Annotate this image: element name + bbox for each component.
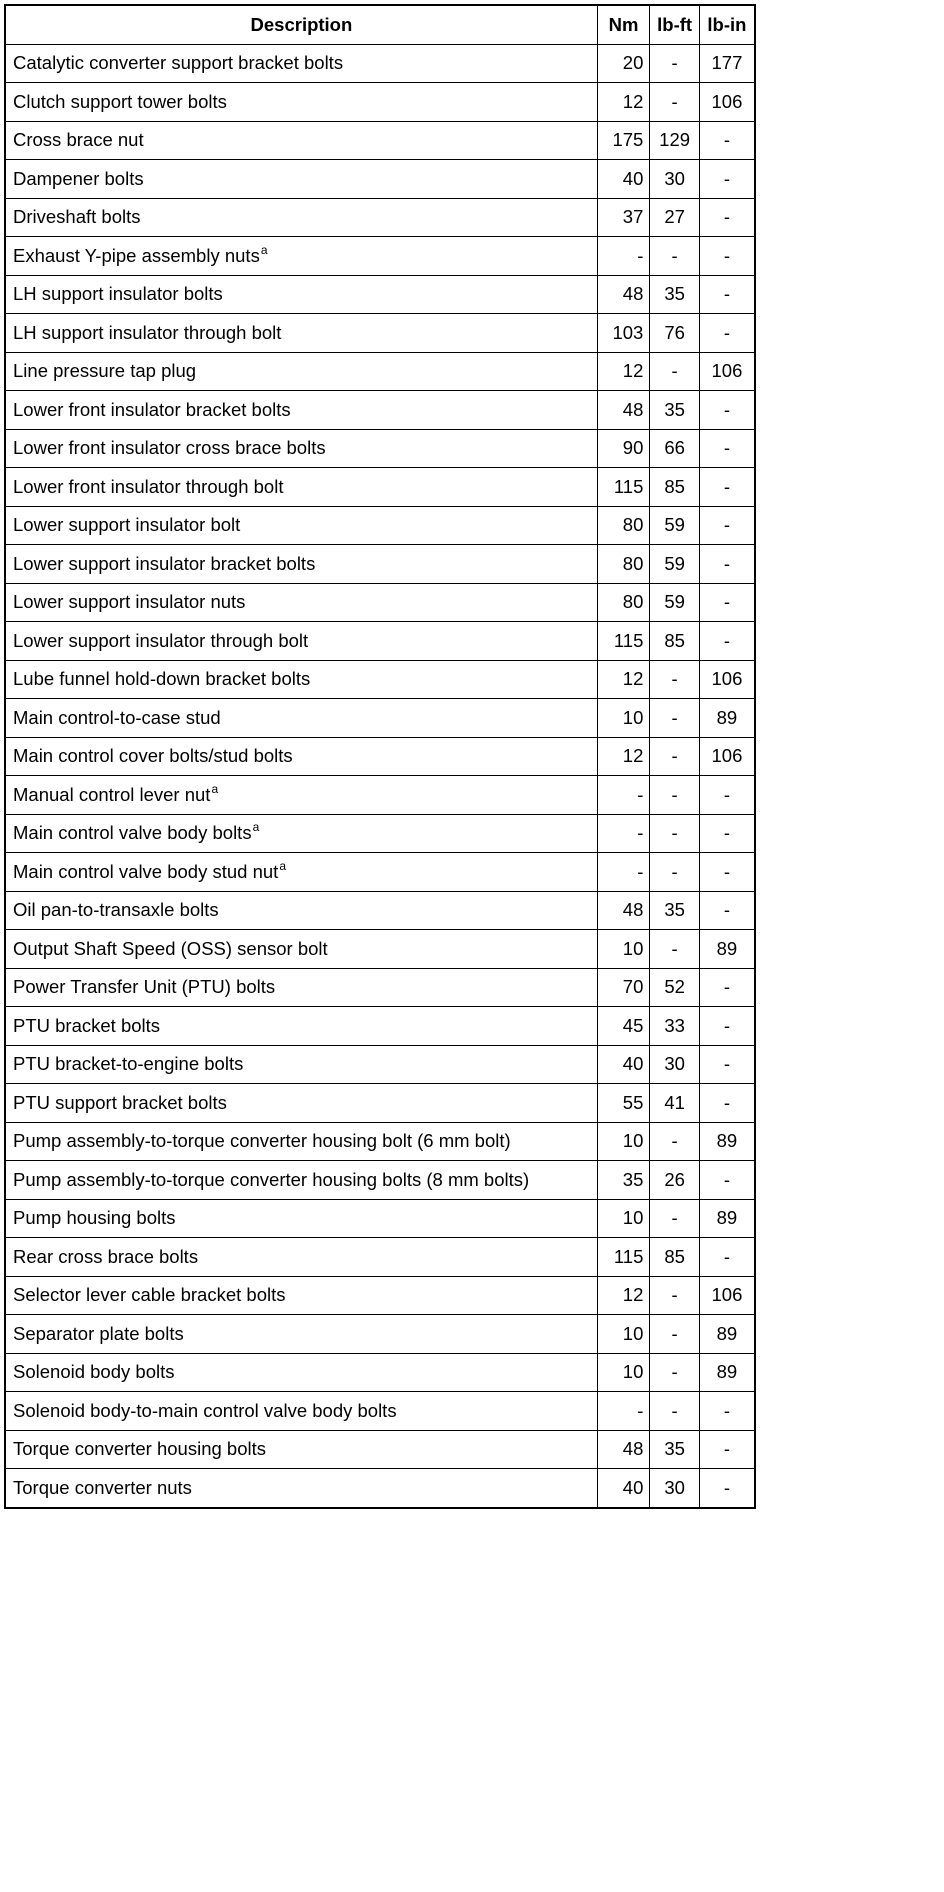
header-nm: Nm: [597, 5, 650, 44]
description-text: Pump assembly-to-torque converter housing bolts (8 mm bolts): [13, 1168, 530, 1190]
cell-lb-ft: 27: [650, 198, 700, 237]
table-row: [5, 44, 755, 83]
cell-lb-in: -: [699, 1238, 755, 1277]
table-row: [5, 545, 755, 584]
footnote-marker: a: [252, 820, 260, 835]
description-text: Driveshaft bolts: [13, 206, 141, 228]
description-text: Clutch support tower bolts: [13, 90, 227, 112]
cell-description: [5, 1045, 597, 1084]
cell-lb-in: 106: [699, 660, 755, 699]
table-row: [5, 198, 755, 237]
table-row: [5, 506, 755, 545]
cell-lb-ft: 129: [650, 121, 700, 160]
cell-lb-ft: -: [650, 44, 700, 83]
description-text: Line pressure tap plug: [13, 360, 197, 382]
cell-nm: 35: [597, 1161, 650, 1200]
cell-description: [5, 198, 597, 237]
cell-description: [5, 160, 597, 199]
cell-description: [5, 622, 597, 661]
cell-lb-in: -: [699, 1161, 755, 1200]
cell-lb-ft: -: [650, 930, 700, 969]
table-row: [5, 1161, 755, 1200]
table-row: [5, 1469, 755, 1508]
cell-nm: 80: [597, 545, 650, 584]
cell-description: [5, 1315, 597, 1354]
cell-lb-in: -: [699, 1430, 755, 1469]
cell-nm: -: [597, 776, 650, 815]
cell-lb-in: 106: [699, 83, 755, 122]
cell-nm: 90: [597, 429, 650, 468]
cell-lb-ft: 66: [650, 429, 700, 468]
table-row: [5, 930, 755, 969]
cell-description: [5, 545, 597, 584]
cell-lb-ft: -: [650, 660, 700, 699]
cell-nm: 12: [597, 660, 650, 699]
table-row: [5, 814, 755, 853]
cell-lb-ft: 41: [650, 1084, 700, 1123]
table-row: [5, 891, 755, 930]
table-row: [5, 1430, 755, 1469]
table-row: [5, 275, 755, 314]
cell-description: [5, 1007, 597, 1046]
cell-lb-ft: -: [650, 237, 700, 276]
cell-lb-in: -: [699, 1007, 755, 1046]
table-row: [5, 853, 755, 892]
table-row: [5, 699, 755, 738]
description-text: Lower front insulator cross brace bolts: [13, 437, 326, 459]
table-row: [5, 1353, 755, 1392]
cell-lb-ft: 59: [650, 583, 700, 622]
cell-nm: 70: [597, 968, 650, 1007]
header-lb-ft: lb-ft: [650, 5, 700, 44]
cell-lb-ft: -: [650, 1353, 700, 1392]
cell-lb-in: 177: [699, 44, 755, 83]
description-text: PTU bracket-to-engine bolts: [13, 1053, 244, 1075]
cell-lb-in: -: [699, 391, 755, 430]
cell-nm: 115: [597, 622, 650, 661]
cell-nm: 40: [597, 1469, 650, 1508]
cell-description: [5, 660, 597, 699]
cell-lb-ft: -: [650, 737, 700, 776]
table-header: [5, 5, 755, 44]
description-text: Oil pan-to-transaxle bolts: [13, 899, 219, 921]
description-text: Torque converter nuts: [13, 1476, 192, 1498]
cell-nm: -: [597, 237, 650, 276]
cell-lb-in: -: [699, 891, 755, 930]
cell-description: [5, 1392, 597, 1431]
cell-lb-in: -: [699, 198, 755, 237]
description-text: Lower support insulator nuts: [13, 591, 246, 613]
description-text: Lower front insulator through bolt: [13, 475, 284, 497]
torque-specification-table: [4, 4, 756, 1509]
cell-lb-in: -: [699, 506, 755, 545]
description-text: Catalytic converter support bracket bolts: [13, 52, 344, 74]
description-text: Manual control lever nut: [13, 783, 211, 805]
description-text: Main control cover bolts/stud bolts: [13, 745, 293, 767]
cell-lb-ft: -: [650, 83, 700, 122]
table-row: [5, 737, 755, 776]
cell-lb-ft: -: [650, 1122, 700, 1161]
description-text: Rear cross brace bolts: [13, 1245, 199, 1267]
description-text: Solenoid body-to-main control valve body bolts: [13, 1399, 397, 1421]
cell-nm: 48: [597, 1430, 650, 1469]
cell-nm: 10: [597, 1122, 650, 1161]
cell-lb-in: 89: [699, 1122, 755, 1161]
cell-description: [5, 1161, 597, 1200]
description-text: Power Transfer Unit (PTU) bolts: [13, 976, 276, 998]
table-row: [5, 776, 755, 815]
cell-lb-in: -: [699, 776, 755, 815]
cell-lb-ft: 85: [650, 622, 700, 661]
header-description: Description: [5, 5, 597, 44]
cell-description: [5, 699, 597, 738]
cell-description: [5, 814, 597, 853]
description-text: PTU bracket bolts: [13, 1014, 161, 1036]
footnote-marker: a: [260, 242, 268, 257]
cell-description: [5, 930, 597, 969]
cell-lb-ft: -: [650, 814, 700, 853]
description-text: Main control valve body stud nut: [13, 860, 279, 882]
cell-nm: 45: [597, 1007, 650, 1046]
cell-description: [5, 391, 597, 430]
cell-nm: 20: [597, 44, 650, 83]
cell-lb-ft: 33: [650, 1007, 700, 1046]
cell-nm: 80: [597, 506, 650, 545]
cell-lb-ft: 85: [650, 468, 700, 507]
cell-lb-in: 89: [699, 699, 755, 738]
cell-description: [5, 275, 597, 314]
description-text: Torque converter housing bolts: [13, 1438, 266, 1460]
table-row: [5, 391, 755, 430]
cell-description: [5, 237, 597, 276]
table-body: [5, 44, 755, 1508]
header-lb-in: lb-in: [699, 5, 755, 44]
cell-nm: 48: [597, 891, 650, 930]
cell-lb-in: -: [699, 1045, 755, 1084]
cell-description: [5, 737, 597, 776]
description-text: Separator plate bolts: [13, 1322, 184, 1344]
cell-nm: 10: [597, 1315, 650, 1354]
cell-description: [5, 121, 597, 160]
table-row: [5, 83, 755, 122]
cell-lb-in: 89: [699, 1315, 755, 1354]
cell-lb-ft: -: [650, 1315, 700, 1354]
description-text: Main control valve body bolts: [13, 822, 252, 844]
cell-lb-ft: 59: [650, 545, 700, 584]
cell-lb-in: -: [699, 429, 755, 468]
footnote-marker: a: [211, 781, 219, 796]
cell-lb-in: -: [699, 275, 755, 314]
cell-description: [5, 83, 597, 122]
cell-nm: 80: [597, 583, 650, 622]
cell-nm: 10: [597, 699, 650, 738]
cell-lb-in: 106: [699, 352, 755, 391]
description-text: Pump housing bolts: [13, 1207, 176, 1229]
cell-lb-in: -: [699, 545, 755, 584]
table-row: [5, 237, 755, 276]
description-text: Pump assembly-to-torque converter housing bolt (6 mm bolt): [13, 1130, 511, 1152]
cell-description: [5, 429, 597, 468]
cell-description: [5, 1238, 597, 1277]
description-text: Lower support insulator bolt: [13, 514, 241, 536]
cell-description: [5, 1084, 597, 1123]
cell-lb-ft: -: [650, 352, 700, 391]
cell-description: [5, 776, 597, 815]
cell-nm: 55: [597, 1084, 650, 1123]
cell-lb-ft: 35: [650, 1430, 700, 1469]
cell-lb-ft: -: [650, 699, 700, 738]
cell-lb-in: -: [699, 121, 755, 160]
cell-description: [5, 1199, 597, 1238]
cell-lb-in: 89: [699, 930, 755, 969]
cell-lb-ft: -: [650, 1392, 700, 1431]
table-row: [5, 352, 755, 391]
cell-nm: -: [597, 814, 650, 853]
description-text: LH support insulator through bolt: [13, 321, 282, 343]
cell-nm: 175: [597, 121, 650, 160]
cell-lb-ft: 30: [650, 1469, 700, 1508]
table-row: [5, 1199, 755, 1238]
cell-lb-in: -: [699, 1392, 755, 1431]
cell-lb-in: -: [699, 237, 755, 276]
cell-description: [5, 468, 597, 507]
cell-description: [5, 583, 597, 622]
cell-description: [5, 1276, 597, 1315]
cell-nm: 12: [597, 352, 650, 391]
description-text: Output Shaft Speed (OSS) sensor bolt: [13, 937, 328, 959]
cell-lb-ft: -: [650, 853, 700, 892]
table-row: [5, 1084, 755, 1123]
cell-description: [5, 506, 597, 545]
cell-nm: 12: [597, 83, 650, 122]
cell-nm: 103: [597, 314, 650, 353]
cell-nm: 115: [597, 468, 650, 507]
cell-lb-in: -: [699, 468, 755, 507]
cell-nm: 40: [597, 1045, 650, 1084]
cell-lb-in: 106: [699, 1276, 755, 1315]
cell-lb-in: 89: [699, 1353, 755, 1392]
description-text: Lower support insulator through bolt: [13, 629, 309, 651]
cell-lb-in: -: [699, 622, 755, 661]
cell-nm: 48: [597, 275, 650, 314]
cell-description: [5, 1353, 597, 1392]
cell-lb-in: -: [699, 1469, 755, 1508]
cell-lb-in: 106: [699, 737, 755, 776]
cell-nm: 37: [597, 198, 650, 237]
description-text: Cross brace nut: [13, 129, 144, 151]
cell-description: [5, 314, 597, 353]
table-row: [5, 1007, 755, 1046]
cell-nm: -: [597, 1392, 650, 1431]
table-row: [5, 1238, 755, 1277]
description-text: Dampener bolts: [13, 167, 144, 189]
cell-nm: 40: [597, 160, 650, 199]
cell-description: [5, 891, 597, 930]
cell-nm: 12: [597, 1276, 650, 1315]
table-row: [5, 622, 755, 661]
description-text: Main control-to-case stud: [13, 706, 221, 728]
table-row: [5, 1392, 755, 1431]
cell-description: [5, 968, 597, 1007]
cell-description: [5, 853, 597, 892]
table-row: [5, 1122, 755, 1161]
description-text: LH support insulator bolts: [13, 283, 223, 305]
description-text: Lube funnel hold-down bracket bolts: [13, 668, 311, 690]
cell-lb-ft: -: [650, 776, 700, 815]
cell-lb-ft: 26: [650, 1161, 700, 1200]
cell-nm: 12: [597, 737, 650, 776]
cell-description: [5, 352, 597, 391]
cell-description: [5, 1122, 597, 1161]
cell-lb-in: -: [699, 160, 755, 199]
footnote-marker: a: [279, 858, 287, 873]
cell-nm: 115: [597, 1238, 650, 1277]
cell-lb-ft: 52: [650, 968, 700, 1007]
cell-nm: 48: [597, 391, 650, 430]
cell-lb-in: -: [699, 814, 755, 853]
cell-lb-in: -: [699, 583, 755, 622]
cell-lb-ft: -: [650, 1199, 700, 1238]
table-row: [5, 1276, 755, 1315]
description-text: Lower support insulator bracket bolts: [13, 552, 316, 574]
cell-lb-in: -: [699, 853, 755, 892]
table-row: [5, 468, 755, 507]
description-text: Selector lever cable bracket bolts: [13, 1284, 286, 1306]
cell-nm: 10: [597, 1353, 650, 1392]
description-text: Lower front insulator bracket bolts: [13, 398, 291, 420]
cell-lb-ft: 59: [650, 506, 700, 545]
cell-nm: 10: [597, 1199, 650, 1238]
cell-lb-ft: -: [650, 1276, 700, 1315]
cell-lb-in: 89: [699, 1199, 755, 1238]
table-row: [5, 968, 755, 1007]
cell-lb-ft: 35: [650, 275, 700, 314]
cell-nm: -: [597, 853, 650, 892]
table-row: [5, 121, 755, 160]
table-row: [5, 429, 755, 468]
cell-nm: 10: [597, 930, 650, 969]
table-row: [5, 1045, 755, 1084]
cell-description: [5, 1430, 597, 1469]
cell-lb-ft: 30: [650, 1045, 700, 1084]
cell-lb-in: -: [699, 968, 755, 1007]
cell-lb-ft: 35: [650, 891, 700, 930]
cell-lb-in: -: [699, 1084, 755, 1123]
table-row: [5, 314, 755, 353]
table-row: [5, 1315, 755, 1354]
table-row: [5, 660, 755, 699]
cell-lb-ft: 35: [650, 391, 700, 430]
header-row: [5, 5, 755, 44]
description-text: PTU support bracket bolts: [13, 1091, 227, 1113]
cell-lb-in: -: [699, 314, 755, 353]
cell-description: [5, 44, 597, 83]
description-text: Solenoid body bolts: [13, 1361, 175, 1383]
description-text: Exhaust Y-pipe assembly nuts: [13, 244, 260, 266]
table-row: [5, 160, 755, 199]
cell-lb-ft: 85: [650, 1238, 700, 1277]
cell-lb-ft: 76: [650, 314, 700, 353]
table-row: [5, 583, 755, 622]
cell-lb-ft: 30: [650, 160, 700, 199]
cell-description: [5, 1469, 597, 1508]
